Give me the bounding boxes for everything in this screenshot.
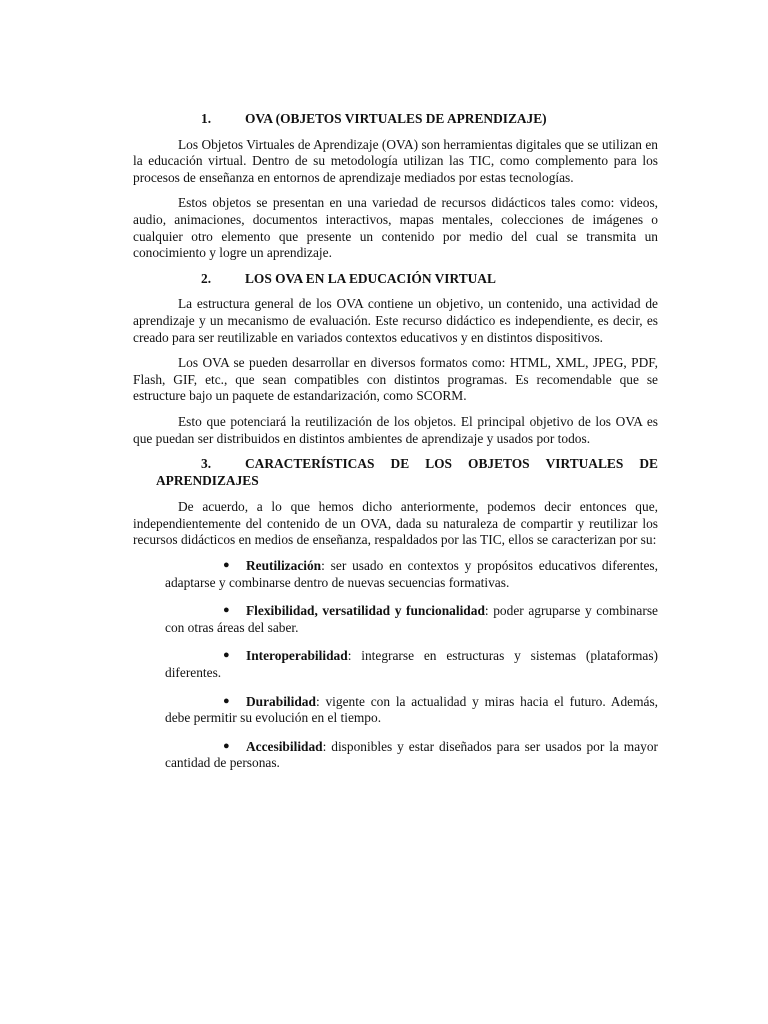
paragraph: Esto que potenciará la reutilización de los objetos. El principal objetivo de los OVA es que puedan ser distribuidos en distintos ambientes de aprendizaje y usados por todos.	[133, 413, 658, 446]
section-title-word: CARACTERÍSTICAS	[245, 456, 375, 472]
list-item	[165, 739, 658, 772]
section-3-heading	[133, 456, 658, 489]
list-item	[165, 694, 658, 727]
paragraph: La estructura general de los OVA contiene un objetivo, un contenido, una actividad de aprendizaje y un mecanismo de evaluación. Este recurso didáctico es independiente, es decir, es creado para ser reutilizable en variados contextos educativos y en distintos dispositivos.	[133, 296, 658, 345]
list-item-text: : disponibles y estar diseñados para ser usados por la mayor cantidad de personas.	[165, 738, 658, 771]
section-title-word: LOS	[425, 456, 452, 472]
paragraph: Los OVA se pueden desarrollar en diversos formatos como: HTML, XML, JPEG, PDF, Flash, GIF, etc., que sean compatibles con distintos programas. Es recomendable que se estructure bajo un paquete de estandarización, como SCORM.	[133, 355, 658, 404]
list-item-text: : ser usado en contextos y propósitos educativos diferentes, adaptarse y combinarse dentro de nuevas secuencias formativas.	[165, 558, 658, 590]
bullet-icon: ●	[223, 559, 230, 572]
section-1-heading	[133, 111, 658, 128]
section-title-word: DE	[639, 456, 658, 472]
list-item-text: : poder agruparse y combinarse con otras áreas del saber.	[165, 603, 658, 635]
section-title: OVA (OBJETOS VIRTUALES DE APRENDIZAJE)	[245, 111, 547, 126]
bullet-icon: ●	[223, 739, 230, 752]
list-item-term: Interoperabilidad	[246, 648, 348, 664]
section-number: 1.	[201, 111, 212, 126]
document-content	[133, 111, 658, 784]
list-item-term: Durabilidad	[246, 693, 316, 709]
bullet-icon: ●	[223, 694, 230, 707]
paragraph: De acuerdo, a lo que hemos dicho anteriormente, podemos decir entonces que, independientemente del contenido de un OVA, dada su naturaleza de compartir y reutilizar los recursos didácticos en medios de enseñanza, respaldados por las TIC, ellos se caracterizan por su:	[133, 499, 658, 548]
list-item-text: : integrarse en estructuras y sistemas (plataformas) diferentes.	[165, 648, 658, 681]
bullet-icon: ●	[223, 604, 230, 617]
list-item-term: Flexibilidad, versatilidad y funcionalidad	[246, 603, 485, 619]
list-item	[165, 648, 658, 681]
section-title-line	[201, 456, 658, 473]
section-number: 3.	[201, 456, 212, 472]
section-title-word: DE	[390, 456, 410, 472]
list-item	[165, 603, 658, 636]
list-item	[165, 558, 658, 591]
section-2-heading	[133, 271, 658, 288]
section-title-word: OBJETOS	[468, 456, 530, 472]
paragraph: Estos objetos se presentan en una variedad de recursos didácticos tales como: videos, audio, animaciones, documentos interactivos, mapas mentales, colecciones de imágenes o cualquier otro elemento que presente un contenido por medio del cual se transmita un conocimiento y logre un aprendizaje.	[133, 195, 658, 261]
bullet-icon: ●	[223, 649, 230, 662]
list-item-text: : vigente con la actualidad y miras hacia el futuro. Además, debe permitir su evolución en el tiempo.	[165, 693, 658, 726]
paragraph: Los Objetos Virtuales de Aprendizaje (OVA) son herramientas digitales que se utilizan en la educación virtual. Dentro de su metodología utilizan las TIC, como complemento para los procesos de enseñanza en entornos de aprendizaje mediados por estas tecnologías.	[133, 136, 658, 185]
list-item-term: Accesibilidad	[246, 738, 323, 754]
section-number: 2.	[201, 270, 212, 286]
section-title-word: VIRTUALES	[545, 456, 624, 472]
characteristics-list	[133, 558, 658, 772]
section-title: LOS OVA EN LA EDUCACIÓN VIRTUAL	[245, 270, 496, 286]
section-title	[245, 456, 658, 473]
list-item-term: Reutilización	[246, 558, 322, 574]
section-title-continuation: APRENDIZAJES	[156, 472, 259, 488]
